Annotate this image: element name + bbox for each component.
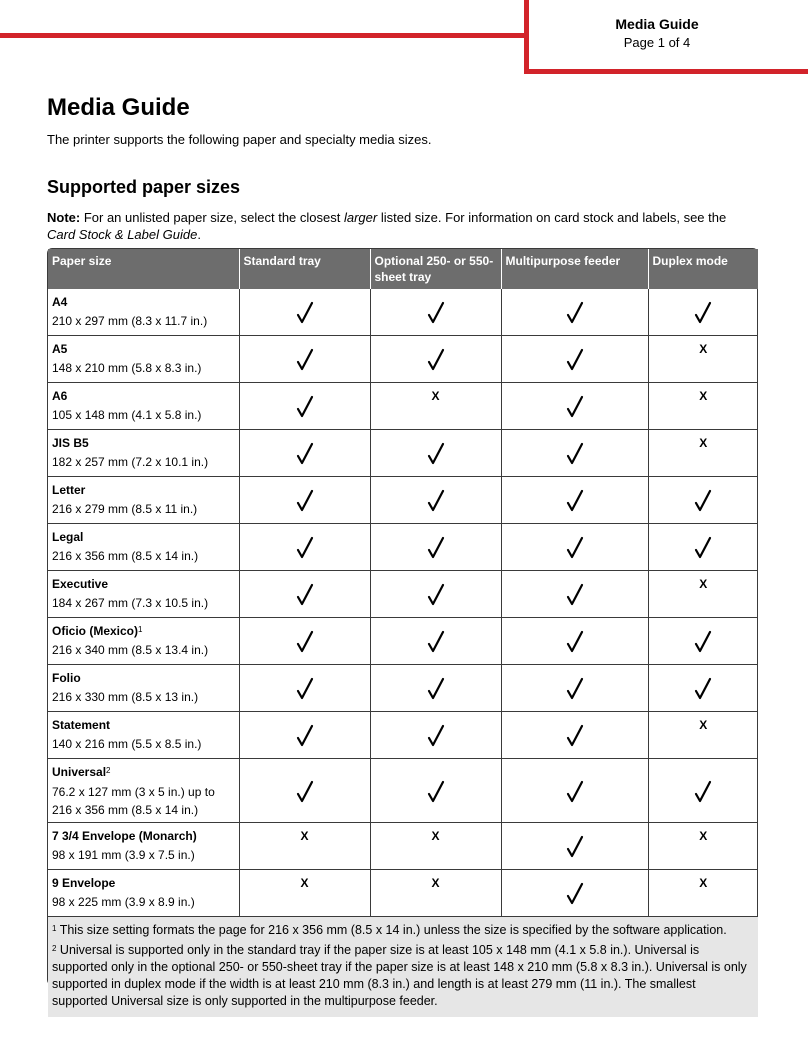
paper-size-dimensions: 105 x 148 mm (4.1 x 5.8 in.): [52, 408, 202, 422]
checkmark-icon: [296, 536, 314, 560]
paper-size-name: 9 Envelope: [52, 876, 116, 890]
paper-size-dimensions: 140 x 216 mm (5.5 x 8.5 in.): [52, 737, 202, 751]
paper-size-dimensions: 98 x 225 mm (3.9 x 8.9 in.): [52, 895, 195, 909]
checkmark-icon: [566, 442, 584, 466]
paper-size-dimensions-2: 216 x 356 mm (8.5 x 14 in.): [52, 803, 199, 817]
x-mark: X: [431, 389, 440, 403]
checkmark-icon: [566, 724, 584, 748]
header-rule-bottom: [524, 69, 808, 74]
paper-size-name: Letter: [52, 483, 86, 497]
standard-tray-support: [239, 571, 370, 618]
note-text-1: For an unlisted paper size, select the closest: [80, 210, 344, 225]
optional-tray-support: [370, 618, 501, 665]
paper-size-dimensions: 216 x 330 mm (8.5 x 13 in.): [52, 690, 199, 704]
multipurpose-feeder-support: [501, 571, 648, 618]
multipurpose-feeder-support: [501, 759, 648, 823]
paper-size-cell: [48, 823, 239, 870]
paper-size-cell: [48, 759, 239, 823]
column-header-standard-tray: Standard tray: [239, 249, 370, 289]
duplex-mode-support: [648, 823, 758, 870]
paper-size-cell: [48, 618, 239, 665]
paper-size-cell: [48, 430, 239, 477]
paper-size-name: JIS B5: [52, 436, 89, 450]
x-mark: X: [300, 876, 309, 890]
checkmark-icon: [694, 301, 712, 325]
checkmark-icon: [566, 780, 584, 804]
table-row: [48, 712, 758, 759]
x-mark: X: [431, 876, 440, 890]
paper-size-dimensions: 184 x 267 mm (7.3 x 10.5 in.): [52, 596, 209, 610]
checkmark-icon: [427, 677, 445, 701]
standard-tray-support: [239, 712, 370, 759]
column-header-duplex-mode: Duplex mode: [648, 249, 758, 289]
multipurpose-feeder-support: [501, 289, 648, 336]
optional-tray-support: [370, 870, 501, 917]
footnote-1: $^1$ This size setting formats the page for 216 x 356 mm (8.5 x 14 in.) unless the size is specified by the software application.: [52, 923, 727, 937]
paper-size-dimensions: 210 x 297 mm (8.3 x 11.7 in.): [52, 314, 208, 328]
paper-size-name: A5: [52, 342, 68, 356]
optional-tray-support: [370, 571, 501, 618]
header-rule-left: [0, 33, 528, 38]
multipurpose-feeder-support: [501, 477, 648, 524]
duplex-mode-support: [648, 477, 758, 524]
running-header-title: Media Guide: [615, 16, 699, 32]
checkmark-icon: [296, 301, 314, 325]
optional-tray-support: [370, 289, 501, 336]
note-end: .: [197, 227, 201, 242]
checkmark-icon: [296, 724, 314, 748]
duplex-mode-support: [648, 383, 758, 430]
paper-size-dimensions: 182 x 257 mm (7.2 x 10.1 in.): [52, 455, 209, 469]
x-mark: X: [699, 342, 708, 356]
table-row: [48, 665, 758, 712]
footnotes: [48, 917, 758, 1018]
checkmark-icon: [296, 780, 314, 804]
checkmark-icon: [694, 780, 712, 804]
page-title: Media Guide: [47, 94, 190, 121]
paper-size-cell: [48, 870, 239, 917]
multipurpose-feeder-support: [501, 665, 648, 712]
table-row: [48, 571, 758, 618]
checkmark-icon: [296, 583, 314, 607]
x-mark: X: [699, 436, 708, 450]
checkmark-icon: [566, 489, 584, 513]
multipurpose-feeder-support: [501, 383, 648, 430]
paper-size-cell: [48, 712, 239, 759]
optional-tray-support: [370, 477, 501, 524]
header-rule-vertical: [524, 0, 529, 74]
paper-size-cell: [48, 336, 239, 383]
paper-size-name: A6: [52, 389, 68, 403]
note-paragraph: [47, 209, 757, 243]
table-row: [48, 823, 758, 870]
paper-size-name: Legal: [52, 530, 84, 544]
paper-size-dimensions: 216 x 356 mm (8.5 x 14 in.): [52, 549, 199, 563]
checkmark-icon: [427, 301, 445, 325]
paper-size-table: [47, 248, 758, 1008]
duplex-mode-support: [648, 665, 758, 712]
duplex-mode-support: [648, 870, 758, 917]
paper-size-name: Universal$^2$: [52, 765, 111, 779]
optional-tray-support: [370, 759, 501, 823]
optional-tray-support: [370, 430, 501, 477]
footnote-2: $^2$ Universal is supported only in the standard tray if the paper size is at least 105 x 148 mm (4.1 x 5.8 in.). Universal is supported only in the optional 250- or 550-sheet tray if the paper size is at least 148 x 210 mm (5.8 x 8.3 in.). Universal is only supported in duplex mode if the width is at least 210 mm (8.3 in.) and length is at least 279 mm (11 in.). The smallest supported Universal size is only supported in the multipurpose feeder.: [52, 943, 747, 1008]
column-header-paper-size: Paper size: [48, 249, 239, 289]
paper-size-dimensions: 98 x 191 mm (3.9 x 7.5 in.): [52, 848, 195, 862]
intro-text: The printer supports the following paper and specialty media sizes.: [47, 132, 432, 147]
paper-size-name: Statement: [52, 718, 111, 732]
checkmark-icon: [427, 583, 445, 607]
x-mark: X: [699, 577, 708, 591]
checkmark-icon: [296, 442, 314, 466]
checkmark-icon: [427, 442, 445, 466]
section-title: Supported paper sizes: [47, 177, 241, 197]
x-mark: X: [300, 829, 309, 843]
duplex-mode-support: [648, 524, 758, 571]
paper-size-name: Folio: [52, 671, 81, 685]
optional-tray-support: [370, 336, 501, 383]
table-row: [48, 870, 758, 917]
paper-size-cell: [48, 289, 239, 336]
multipurpose-feeder-support: [501, 430, 648, 477]
table-row: [48, 477, 758, 524]
duplex-mode-support: [648, 759, 758, 823]
paper-size-cell: [48, 665, 239, 712]
standard-tray-support: [239, 870, 370, 917]
optional-tray-support: [370, 524, 501, 571]
standard-tray-support: [239, 430, 370, 477]
checkmark-icon: [427, 489, 445, 513]
paper-size-name: Oficio (Mexico)$^1$: [52, 624, 143, 638]
table-row: [48, 759, 758, 823]
table-row: [48, 524, 758, 571]
optional-tray-support: [370, 823, 501, 870]
standard-tray-support: [239, 618, 370, 665]
paper-size-cell: [48, 383, 239, 430]
checkmark-icon: [427, 630, 445, 654]
multipurpose-feeder-support: [501, 823, 648, 870]
duplex-mode-support: [648, 712, 758, 759]
paper-size-cell: [48, 524, 239, 571]
standard-tray-support: [239, 759, 370, 823]
paper-size-dimensions: 76.2 x 127 mm (3 x 5 in.) up to: [52, 785, 215, 799]
table-row: [48, 383, 758, 430]
x-mark: X: [431, 829, 440, 843]
checkmark-icon: [296, 395, 314, 419]
table-header-row: [48, 249, 758, 289]
column-header-optional-tray: Optional 250- or 550-sheet tray: [370, 249, 501, 289]
optional-tray-support: [370, 665, 501, 712]
multipurpose-feeder-support: [501, 712, 648, 759]
checkmark-icon: [566, 583, 584, 607]
standard-tray-support: [239, 383, 370, 430]
standard-tray-support: [239, 289, 370, 336]
duplex-mode-support: [648, 618, 758, 665]
duplex-mode-support: [648, 430, 758, 477]
checkmark-icon: [296, 630, 314, 654]
paper-size-dimensions: 148 x 210 mm (5.8 x 8.3 in.): [52, 361, 202, 375]
note-guide-reference: Card Stock & Label Guide: [47, 227, 198, 242]
checkmark-icon: [296, 348, 314, 372]
multipurpose-feeder-support: [501, 336, 648, 383]
note-text-2: listed size. For information on card stock and labels, see the: [377, 210, 727, 225]
table-row: [48, 289, 758, 336]
checkmark-icon: [694, 630, 712, 654]
checkmark-icon: [427, 348, 445, 372]
optional-tray-support: [370, 383, 501, 430]
checkmark-icon: [566, 395, 584, 419]
duplex-mode-support: [648, 336, 758, 383]
standard-tray-support: [239, 477, 370, 524]
note-label: Note:: [47, 210, 81, 225]
note-emphasis: larger: [343, 210, 378, 225]
page-number: Page 1 of 4: [623, 35, 691, 50]
footnote-ref: 2: [106, 766, 111, 775]
x-mark: X: [699, 829, 708, 843]
standard-tray-support: [239, 524, 370, 571]
checkmark-icon: [694, 677, 712, 701]
table-row: [48, 430, 758, 477]
checkmark-icon: [427, 536, 445, 560]
x-mark: X: [699, 389, 708, 403]
checkmark-icon: [566, 835, 584, 859]
paper-size-name: 7 3/4 Envelope (Monarch): [52, 829, 197, 843]
optional-tray-support: [370, 712, 501, 759]
standard-tray-support: [239, 665, 370, 712]
paper-size-cell: [48, 571, 239, 618]
checkmark-icon: [694, 536, 712, 560]
paper-size-name: A4: [52, 295, 68, 309]
table-row: [48, 336, 758, 383]
checkmark-icon: [694, 489, 712, 513]
multipurpose-feeder-support: [501, 618, 648, 665]
standard-tray-support: [239, 823, 370, 870]
checkmark-icon: [427, 780, 445, 804]
paper-size-dimensions: 216 x 340 mm (8.5 x 13.4 in.): [52, 643, 209, 657]
table-row: [48, 618, 758, 665]
checkmark-icon: [296, 489, 314, 513]
multipurpose-feeder-support: [501, 870, 648, 917]
paper-size-name: Executive: [52, 577, 109, 591]
multipurpose-feeder-support: [501, 524, 648, 571]
x-mark: X: [699, 876, 708, 890]
checkmark-icon: [296, 677, 314, 701]
column-header-multipurpose-feeder: Multipurpose feeder: [501, 249, 648, 289]
checkmark-icon: [566, 677, 584, 701]
standard-tray-support: [239, 336, 370, 383]
checkmark-icon: [566, 301, 584, 325]
paper-size-cell: [48, 477, 239, 524]
checkmark-icon: [566, 536, 584, 560]
duplex-mode-support: [648, 289, 758, 336]
checkmark-icon: [566, 882, 584, 906]
x-mark: X: [699, 718, 708, 732]
checkmark-icon: [566, 348, 584, 372]
duplex-mode-support: [648, 571, 758, 618]
footnote-ref: 1: [138, 625, 143, 634]
paper-size-dimensions: 216 x 279 mm (8.5 x 11 in.): [52, 502, 198, 516]
checkmark-icon: [427, 724, 445, 748]
checkmark-icon: [566, 630, 584, 654]
